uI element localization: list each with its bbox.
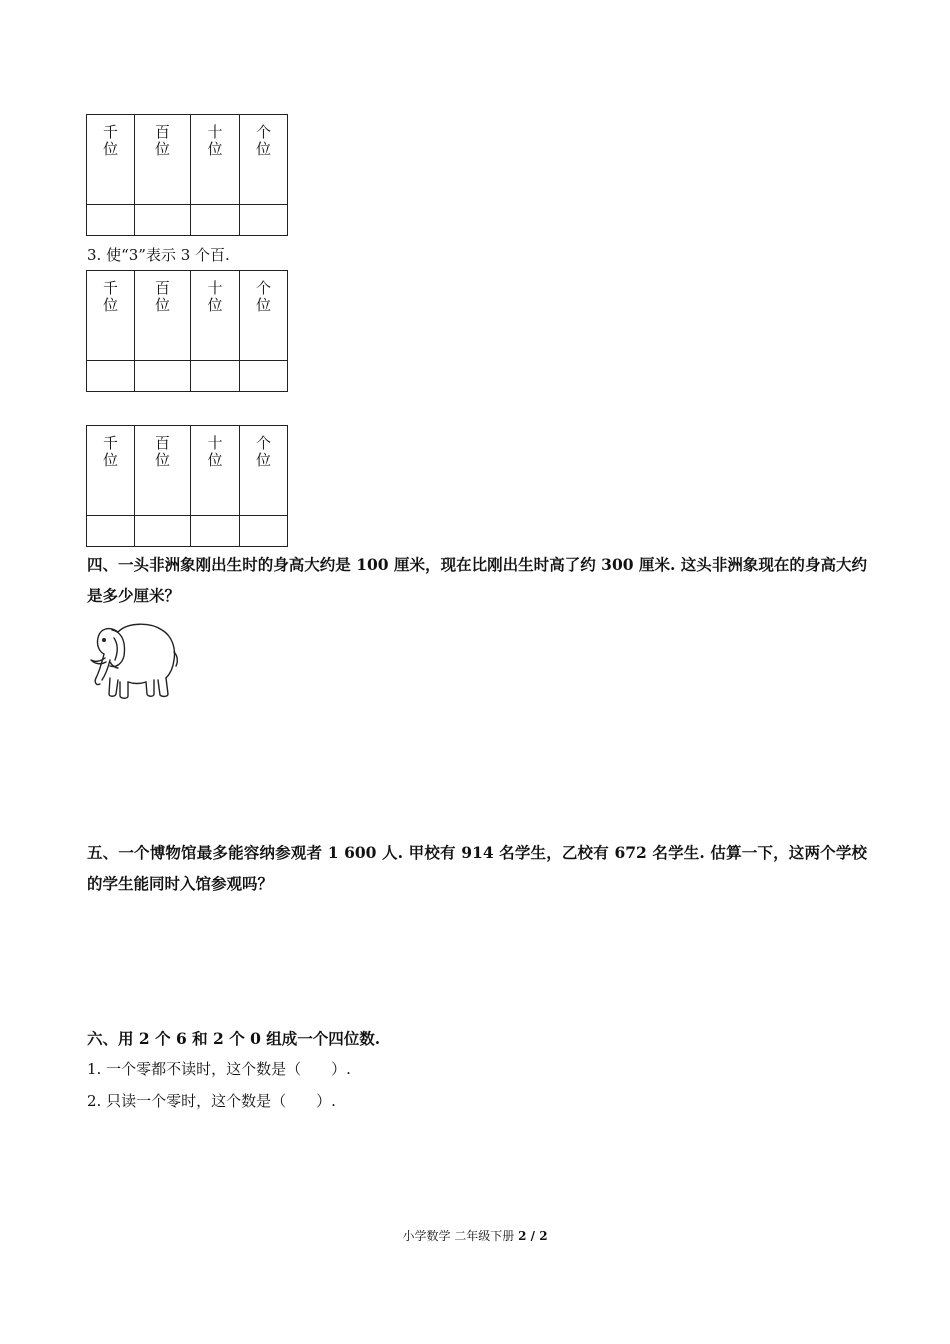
header-thousands: 千位 (87, 271, 135, 361)
header-tens: 十位 (191, 426, 240, 516)
answer-cell-ones[interactable] (240, 361, 288, 392)
place-value-table-3 (86, 425, 288, 547)
header-ones: 个位 (240, 115, 288, 205)
answer-cell-thousands[interactable] (87, 361, 135, 392)
page-footer (0, 1228, 950, 1244)
place-value-table-2 (86, 270, 288, 392)
answer-cell-hundreds[interactable] (135, 361, 191, 392)
question-5-title: 五、一个博物馆最多能容纳参观者 1 600 人. 甲校有 914 名学生，乙校有 672 名学生. 估算一下，这两个学校的学生能同时入馆参观吗？ (87, 843, 867, 893)
question-6-title: 六、用 2 个 6 和 2 个 0 组成一个四位数. (87, 1029, 381, 1048)
header-thousands: 千位 (87, 115, 135, 205)
header-ones: 个位 (240, 426, 288, 516)
header-tens: 十位 (191, 115, 240, 205)
elephant-icon (88, 616, 180, 700)
answer-cell-ones[interactable] (240, 205, 288, 236)
answer-cell-tens[interactable] (191, 516, 240, 547)
answer-cell-thousands[interactable] (87, 516, 135, 547)
header-tens: 十位 (191, 271, 240, 361)
question-4-title: 四、一头非洲象刚出生时的身高大约是 100 厘米，现在比刚出生时高了约 300 厘米. 这头非洲象现在的身高大约是多少厘米？ (87, 555, 867, 605)
header-hundreds: 百位 (135, 426, 191, 516)
answer-cell-tens[interactable] (191, 361, 240, 392)
header-hundreds: 百位 (135, 115, 191, 205)
answer-cell-hundreds[interactable] (135, 516, 191, 547)
header-hundreds: 百位 (135, 271, 191, 361)
question-6-item-2: 2. 只读一个零时，这个数是（ ）. (87, 1092, 336, 1110)
footer-subject: 小学数学 二年级下册 (402, 1229, 515, 1243)
answer-cell-tens[interactable] (191, 205, 240, 236)
answer-cell-ones[interactable] (240, 516, 288, 547)
question-6-item-1: 1. 一个零都不读时，这个数是（ ）. (87, 1060, 351, 1078)
answer-cell-hundreds[interactable] (135, 205, 191, 236)
place-value-table-1 (86, 114, 288, 236)
header-ones: 个位 (240, 271, 288, 361)
footer-page-number: 2 / 2 (518, 1229, 548, 1243)
question-3-sub-3: 3. 使“3”表示 3 个百. (87, 246, 230, 264)
answer-cell-thousands[interactable] (87, 205, 135, 236)
header-thousands: 千位 (87, 426, 135, 516)
